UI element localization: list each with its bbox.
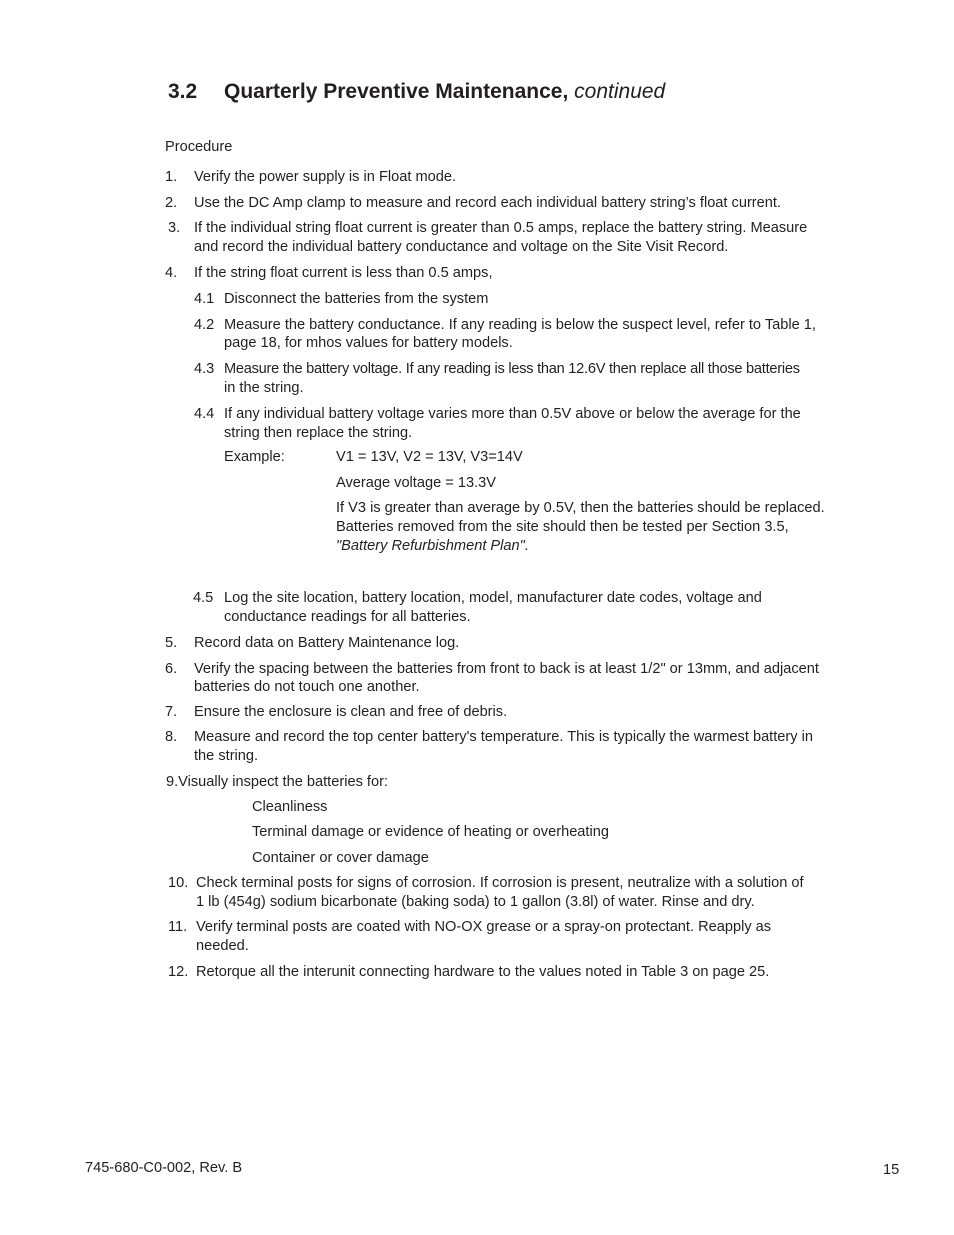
substep-text: Measure the battery voltage. If any reading is less than 12.6V then replace all those batteries [224,361,800,377]
substep-number: 4.1 [194,291,215,307]
section-continued: continued [574,80,666,103]
step-number: 2. [165,195,178,211]
substep-text: in the string. [224,380,304,396]
example-values: V1 = 13V, V2 = 13V, V3=14V [336,449,523,465]
step-9 [166,773,388,792]
step-number: 10. [168,875,189,891]
step-number: 4. [165,265,178,281]
step-text: batteries do not touch one another. [194,679,420,695]
step-number: 6. [165,661,178,677]
step-text: Retorque all the interunit connecting hardware to the values noted in Table 3 on page 25. [196,964,770,980]
inspection-item: Container or cover damage [252,850,429,866]
substep-text: page 18, for mhos values for battery models. [224,335,513,351]
section-title [224,80,665,104]
step-text: 1 lb (454g) sodium bicarbonate (baking soda) to 1 gallon (3.8l) of water. Rinse and dry. [196,894,755,910]
substep-text: conductance readings for all batteries. [224,609,471,625]
step-text: Measure and record the top center battery's temperature. This is typically the warmest battery in [194,729,813,745]
section-number: 3.2 [168,80,198,103]
inspection-item: Terminal damage or evidence of heating or overheating [252,824,609,840]
step-number: 5. [165,635,178,651]
step-text: Verify the power supply is in Float mode. [194,169,457,185]
step-number: 9. [166,774,179,790]
step-text: If the individual string float current is greater than 0.5 amps, replace the battery string. Measure [194,220,808,236]
example-note: Batteries removed from the site should then be tested per Section 3.5, [336,519,789,535]
inspection-item: Cleanliness [252,799,328,815]
step-text: Ensure the enclosure is clean and free of debris. [194,704,508,720]
step-text: Verify terminal posts are coated with NO-OX grease or a spray-on protectant. Reapply as [196,919,772,935]
step-text: If the string float current is less than 0.5 amps, [194,265,493,281]
step-text: Use the DC Amp clamp to measure and record each individual battery string’s float current. [194,195,782,211]
example-note-reference: "Battery Refurbishment Plan". [336,538,529,554]
step-text: the string. [194,748,259,764]
procedure-label: Procedure [165,139,233,155]
example-note: If V3 is greater than average by 0.5V, then the batteries should be replaced. [336,500,825,516]
substep-number: 4.4 [194,406,215,422]
step-number: 11. [168,919,188,935]
substep-text: Disconnect the batteries from the system [224,291,489,307]
substep-text: If any individual battery voltage varies more than 0.5V above or below the average for the [224,406,801,422]
document-number: 745-680-C0-002, Rev. B [85,1160,243,1176]
step-number: 8. [165,729,178,745]
step-number: 7. [165,704,178,720]
step-text: needed. [196,938,249,954]
step-text: Check terminal posts for signs of corrosion. If corrosion is present, neutralize with a solution of [196,875,804,891]
step-text: and record the individual battery conductance and voltage on the Site Visit Record. [194,239,729,255]
step-text: Verify the spacing between the batteries from front to back is at least 1/2" or 13mm, and adjacent [194,661,819,677]
example-average: Average voltage = 13.3V [336,475,496,491]
example-label: Example: [224,449,285,465]
substep-text: Measure the battery conductance. If any reading is below the suspect level, refer to Table 1, [224,317,816,333]
section-title-text: Quarterly Preventive Maintenance, [224,80,569,103]
substep-number: 4.5 [193,590,214,606]
substep-text: Log the site location, battery location, model, manufacturer date codes, voltage and [224,590,762,606]
step-number: 3. [168,220,181,236]
page-number: 15 [883,1162,900,1178]
substep-number: 4.2 [194,317,215,333]
substep-number: 4.3 [194,361,215,377]
step-text: Record data on Battery Maintenance log. [194,635,460,651]
step-number: 12. [168,964,189,980]
step-number: 1. [165,169,178,185]
substep-text: string then replace the string. [224,425,413,441]
step-text: Visually inspect the batteries for: [178,774,388,790]
